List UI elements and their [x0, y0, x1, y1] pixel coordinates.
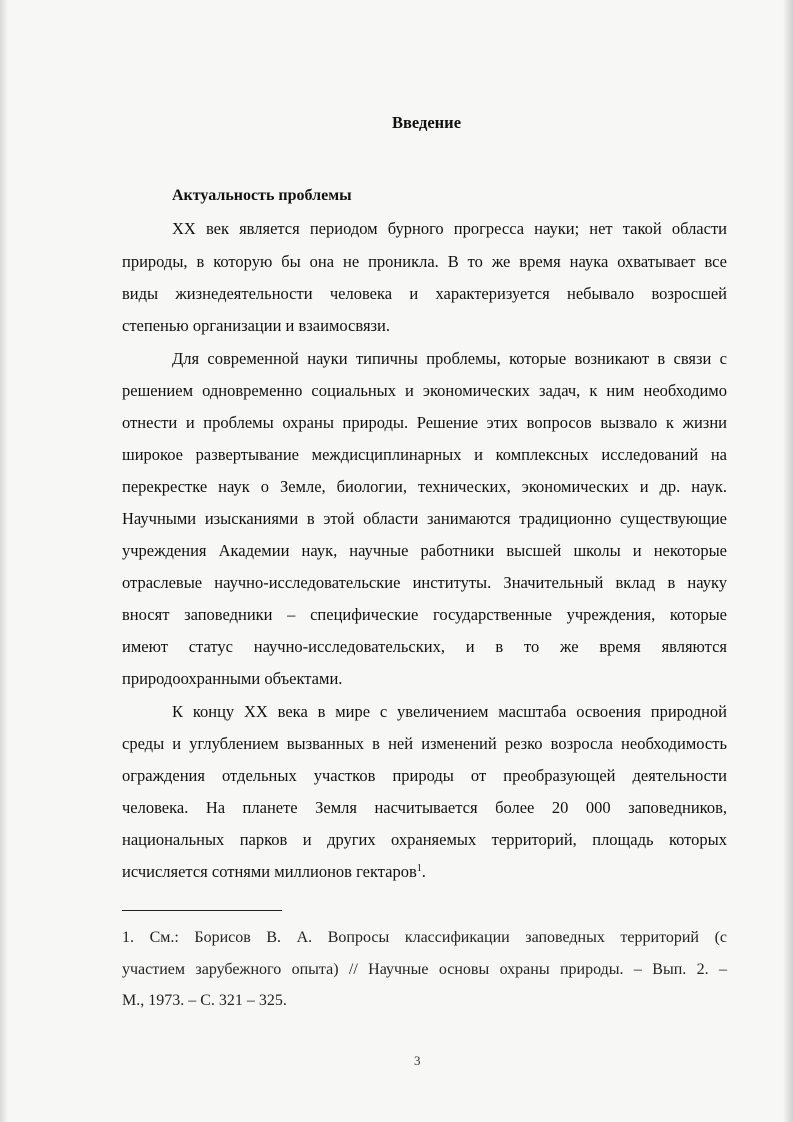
paragraph-2-line-2: решением одновременно социальных и экономических задач, к ним необходимо — [122, 381, 727, 400]
section-heading: Актуальность проблемы — [172, 187, 352, 204]
scan-edge-right — [783, 0, 793, 1122]
paragraph-2-line-10: имеют статус научно-исследовательских, и в то же время являются — [122, 637, 727, 656]
footnote-line-2: участием зарубежного опыта) // Научные основы охраны природы. – Вып. 2. – — [122, 961, 727, 978]
footnote-reference: 1 — [416, 863, 422, 874]
paragraph-2-line-11: природоохранными объектами. — [122, 669, 343, 688]
paragraph-2-line-8: отраслевые научно-исследовательские институты. Значительный вклад в науку — [122, 573, 727, 592]
paragraph-3-line-3: ограждения отдельных участков природы от преобразующей деятельности — [122, 766, 727, 785]
page-number: 3 — [414, 1053, 421, 1068]
paragraph-3-line-1: К концу XX века в мире с увеличением масштаба освоения природной — [172, 702, 727, 721]
paragraph-1-line-4: степенью организации и взаимосвязи. — [122, 316, 391, 335]
paragraph-3-line-2: среды и углублением вызванных в ней изменений резко возросла необходимость — [122, 734, 727, 753]
paragraph-2-line-4: широкое развертывание междисциплинарных и комплексных исследований на — [122, 445, 727, 464]
paragraph-3-line-6 — [122, 862, 727, 882]
paragraph-2-line-6: Научными изысканиями в этой области занимаются традиционно существующие — [122, 509, 727, 528]
page-title: Введение — [391, 113, 462, 132]
paragraph-2-line-3: отнести и проблемы охраны природы. Решение этих вопросов вызвало к жизни — [122, 413, 727, 432]
footnote-separator — [122, 910, 282, 911]
paragraph-2-line-9: вносят заповедники – специфические государственные учреждения, которые — [122, 605, 727, 624]
paragraph-1-line-1: XX век является периодом бурного прогресса науки; нет такой области — [172, 219, 727, 238]
paragraph-3-line-5: национальных парков и других охраняемых территорий, площадь которых — [122, 830, 727, 849]
paragraph-2-line-5: перекрестке наук о Земле, биологии, технических, экономических и др. наук. — [122, 477, 727, 496]
footnote-line-1: 1. См.: Борисов В. А. Вопросы классификации заповедных территорий (с — [122, 929, 727, 946]
paragraph-2-line-7: учреждения Академии наук, научные работники высшей школы и некоторые — [122, 541, 727, 560]
paragraph-3-line-6-text: исчисляется сотнями миллионов гектаров — [122, 862, 417, 881]
paragraph-1-line-2: природы, в которую бы она не проникла. В то же время наука охватывает все — [122, 252, 727, 271]
paragraph-3-end-punctuation: . — [421, 862, 426, 881]
footnote-line-3: М., 1973. – С. 321 – 325. — [122, 992, 287, 1009]
paragraph-2-line-1: Для современной науки типичны проблемы, которые возникают в связи с — [172, 349, 727, 368]
paragraph-1-line-3: виды жизнедеятельности человека и характеризуется небывало возросшей — [122, 284, 727, 303]
paragraph-3-line-4: человека. На планете Земля насчитывается более 20 000 заповедников, — [122, 798, 727, 817]
scan-edge-left — [0, 0, 8, 1122]
